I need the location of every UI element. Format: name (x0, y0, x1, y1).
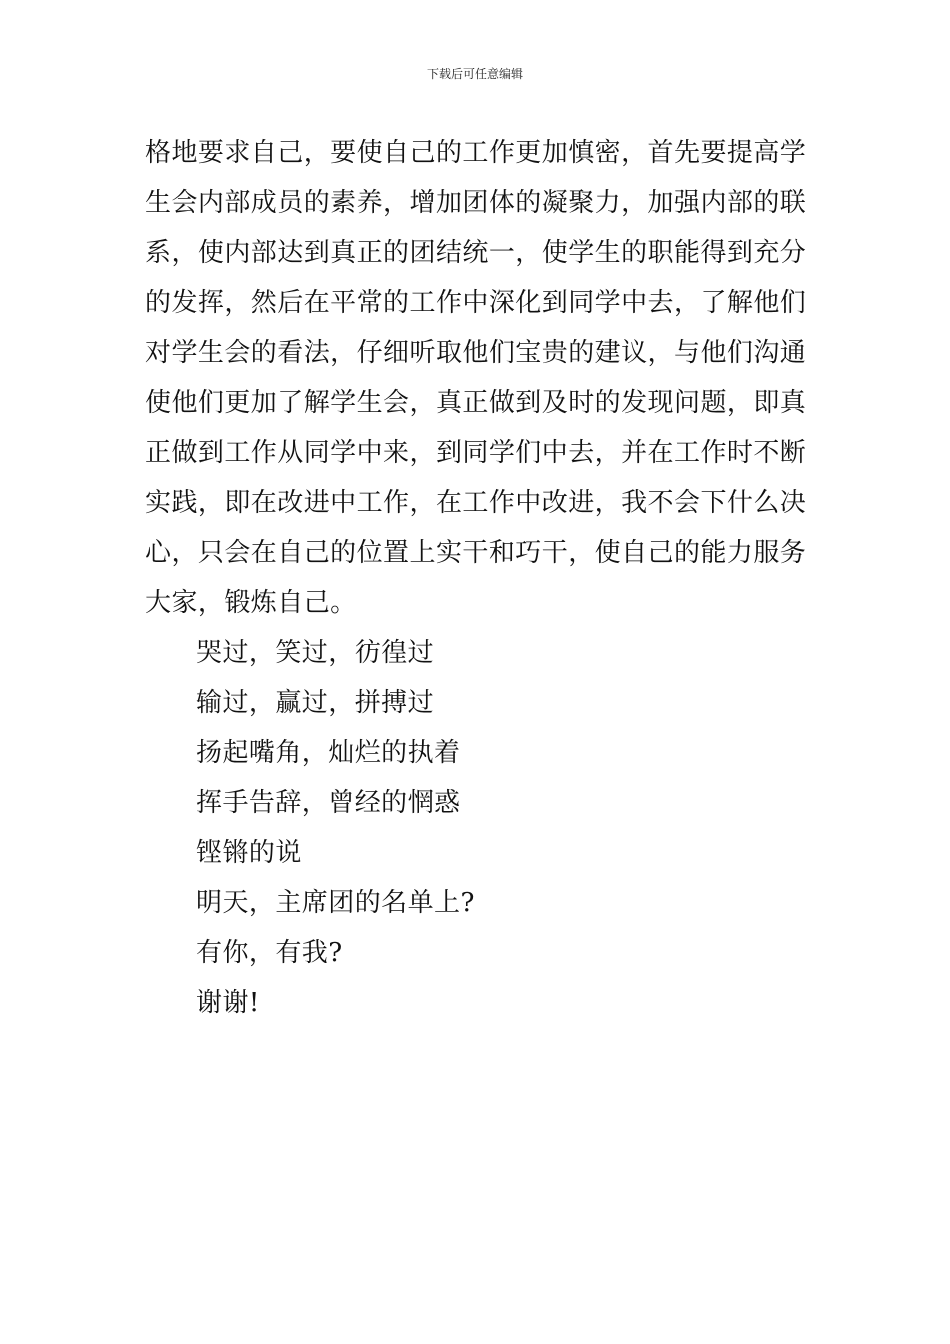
poem-line: 扬起嘴角，灿烂的执着 (196, 738, 461, 768)
poem-line: 明天，主席团的名单上? (196, 888, 475, 918)
paragraph-line: 大家，锻炼自己。 (145, 588, 357, 618)
paragraph-line: 正做到工作从同学中来，到同学们中去，并在工作时不断 (145, 438, 807, 468)
poem-line: 哭过，笑过，彷徨过 (196, 638, 435, 668)
paragraph-line: 心，只会在自己的位置上实干和巧干，使自己的能力服务 (145, 538, 807, 568)
poem-line: 谢谢! (196, 988, 260, 1018)
poem-line: 铿锵的说 (196, 838, 302, 868)
paragraph-line: 对学生会的看法，仔细听取他们宝贵的建议，与他们沟通 (145, 338, 807, 368)
paragraph-line: 系，使内部达到真正的团结统一，使学生的职能得到充分 (145, 238, 807, 268)
poem-block (196, 628, 475, 1028)
body-paragraph (145, 128, 810, 628)
page-header: 下载后可任意编辑 (426, 67, 523, 81)
poem-line: 输过，赢过，拼搏过 (196, 688, 435, 718)
paragraph-line: 格地要求自己，要使自己的工作更加慎密，首先要提高学 (145, 138, 807, 168)
paragraph-line: 实践，即在改进中工作，在工作中改进，我不会下什么决 (145, 488, 807, 518)
paragraph-line: 的发挥，然后在平常的工作中深化到同学中去，了解他们 (145, 288, 807, 318)
poem-line: 挥手告辞，曾经的惘惑 (196, 788, 461, 818)
poem-line: 有你，有我? (196, 938, 343, 968)
paragraph-line: 生会内部成员的素养，增加团体的凝聚力，加强内部的联 (145, 188, 807, 218)
paragraph-line: 使他们更加了解学生会，真正做到及时的发现问题，即真 (145, 388, 807, 418)
